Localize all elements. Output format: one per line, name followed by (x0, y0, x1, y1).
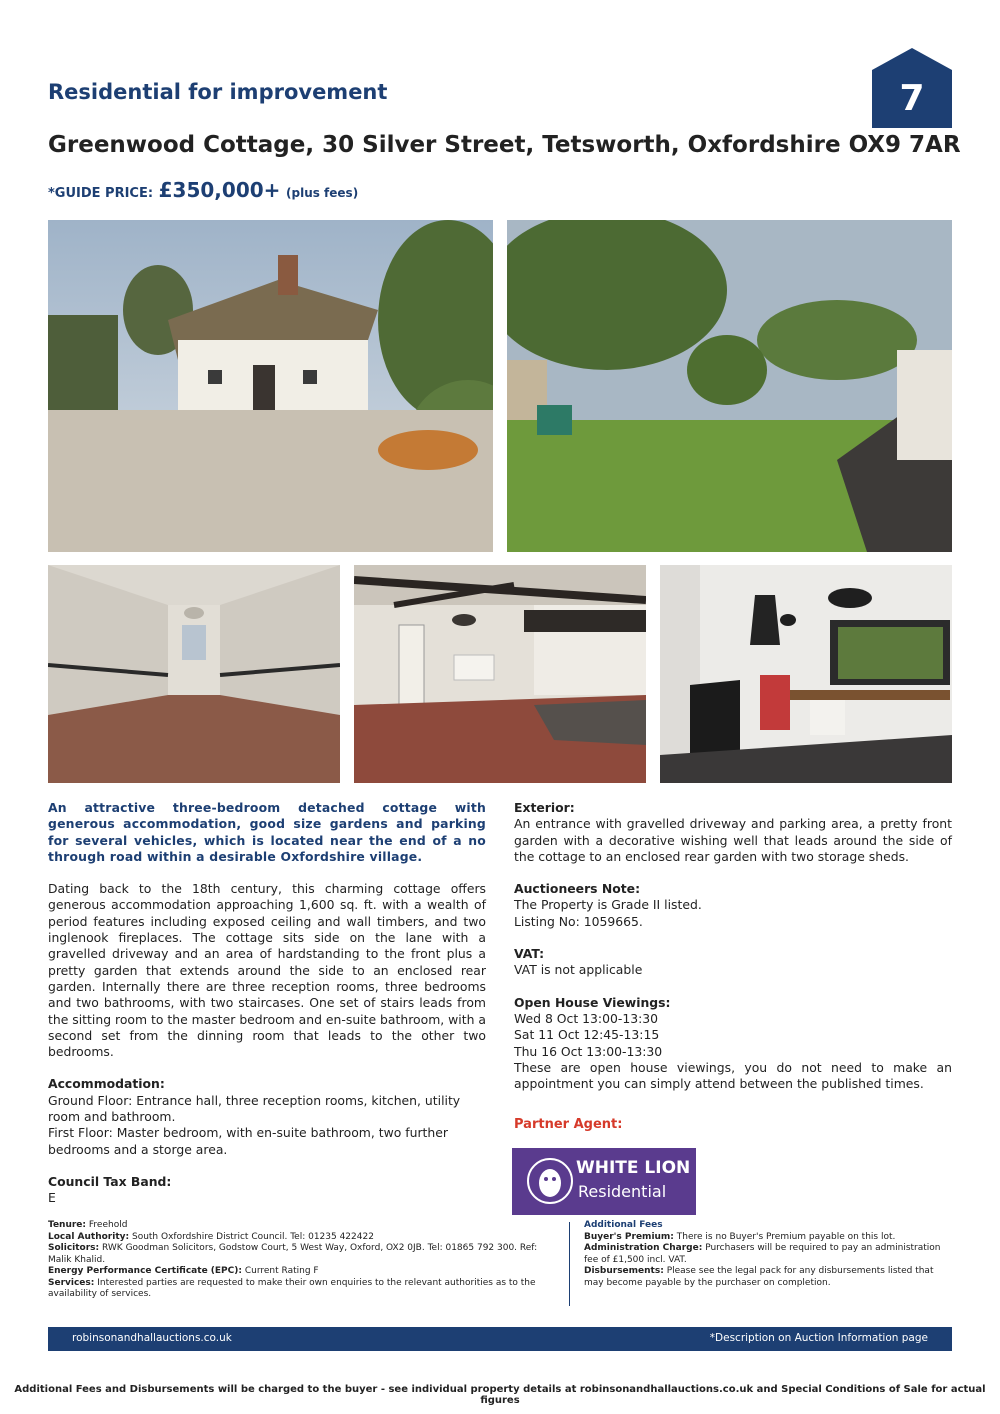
vat-text: VAT is not applicable (514, 962, 643, 978)
description-body: Dating back to the 18th century, this charming cottage offers generous accommodation approaching 1,600 sq. ft. with a wealth of period features including exposed ceiling and wall timbers, and two inglenook fireplaces. The cottage sits side on the lane with a gravelled driveway and an area of hardstanding to the front plus a pretty garden that extends around the side to an enclosed rear garden. Internally there are three reception rooms, three bedrooms and two bathrooms, with two staircases. One set of stairs leads from the sitting room to the master bedroom and en-suite bathroom, with a second set from the dinning room that leads to the other two bedrooms. (48, 881, 486, 1060)
epc-value: Current Rating F (244, 1266, 319, 1276)
footer-note: *Description on Auction Information page (709, 1332, 928, 1344)
disbursements-value: Please see the legal pack for any disbursements listed that may become payable by the purchaser on completion. (584, 1266, 934, 1288)
exterior-heading: Exterior: (514, 800, 575, 815)
details-column (514, 800, 952, 1092)
photo-rear-garden (507, 220, 952, 552)
authority-label: Local Authority: (48, 1231, 130, 1242)
council-tax-heading: Council Tax Band: (48, 1173, 172, 1189)
partner-agent-label: Partner Agent: (514, 1117, 623, 1132)
viewing-slot: Thu 16 Oct 13:00-13:30 (514, 1043, 663, 1059)
admin-label: Administration Charge: (584, 1243, 703, 1253)
photo-kitchen (660, 565, 952, 783)
disbursements-label: Disbursements: (584, 1266, 664, 1276)
ground-floor-text: Ground Floor: Entrance hall, three reception rooms, kitchen, utility room and bathroom. (48, 1092, 461, 1125)
guide-price-value: £350,000+ (158, 178, 281, 202)
guide-price-fees: (plus fees) (286, 186, 359, 200)
auctioneers-note-heading: Auctioneers Note: (514, 881, 641, 897)
tenure-label: Tenure: (48, 1220, 87, 1230)
legal-details (48, 1220, 556, 1301)
additional-fees-heading: Additional Fees (584, 1220, 663, 1230)
auctioneers-note-line2: Listing No: 1059665. (514, 913, 643, 929)
solicitors-value: RWK Goodman Solicitors, Godstow Court, 5 West Way, Oxford, OX2 0JB. Tel: 01865 792 300. Ref: Malik Khalid. (48, 1243, 538, 1265)
tenure-value: Freehold (88, 1220, 128, 1230)
footer-website-link[interactable]: robinsonandhallauctions.co.uk (72, 1332, 232, 1344)
additional-fees (584, 1220, 954, 1289)
property-title: Greenwood Cottage, 30 Silver Street, Tetsworth, Oxfordshire OX9 7AR (48, 132, 961, 158)
solicitors-label: Solicitors: (48, 1243, 100, 1253)
guide-price-label: *GUIDE PRICE: (48, 186, 154, 201)
guide-price (48, 178, 358, 202)
first-floor-text: First Floor: Master bedroom, with en-suite bathroom, two further bedrooms and a storge area. (48, 1125, 448, 1157)
viewing-slot: Sat 11 Oct 12:45-13:15 (514, 1027, 660, 1043)
authority-value: South Oxfordshire District Council. Tel: 01235 422422 (131, 1231, 374, 1242)
partner-logo-text: WHITE LION (576, 1158, 691, 1178)
exterior-text: An entrance with gravelled driveway and parking area, a pretty front garden with a decorative wishing well that leads around the side of the cottage to an enclosed rear garden with two storage sheds. (514, 816, 952, 864)
epc-label: Energy Performance Certificate (EPC): (48, 1266, 242, 1276)
viewing-slot: Wed 8 Oct 13:00-13:30 (514, 1010, 659, 1026)
accommodation-heading: Accommodation: (48, 1076, 165, 1092)
photo-bedroom (48, 565, 340, 783)
photo-reception-room (354, 565, 646, 783)
fees-disclaimer: Additional Fees and Disbursements will be charged to the buyer - see individual property details at robinsonandhallauctions.co.uk and Special Conditions of Sale for actual figures (14, 1384, 986, 1406)
premium-label: Buyer's Premium: (584, 1231, 674, 1242)
premium-value: There is no Buyer's Premium payable on this lot. (676, 1231, 896, 1242)
admin-value: Purchasers will be required to pay an administration fee of £1,500 incl. VAT. (584, 1243, 941, 1265)
description-column (48, 800, 486, 1207)
column-divider (569, 1222, 570, 1306)
auctioneers-note-line1: The Property is Grade II listed. (514, 897, 702, 913)
intro-text: An attractive three-bedroom detached cottage with generous accommodation, good size gardens and parking for several vehicles, which is located near the end of a no through road within a desirable Oxfordshire village. (48, 800, 486, 864)
viewings-heading: Open House Viewings: (514, 994, 671, 1010)
lot-number: 7 (899, 78, 925, 119)
viewings-note: These are open house viewings, you do not need to make an appointment you can simply attend between the published times. (514, 1059, 952, 1092)
council-tax-band: E (48, 1190, 56, 1206)
photo-front-exterior (48, 220, 493, 552)
vat-heading: VAT: (514, 946, 545, 962)
services-label: Services: (48, 1277, 95, 1288)
property-category: Residential for improvement (48, 80, 388, 104)
partner-logo-subtext: Residential (578, 1182, 667, 1201)
services-value: Interested parties are requested to make their own enquiries to the relevant authorities as to the availability of services. (48, 1277, 536, 1299)
